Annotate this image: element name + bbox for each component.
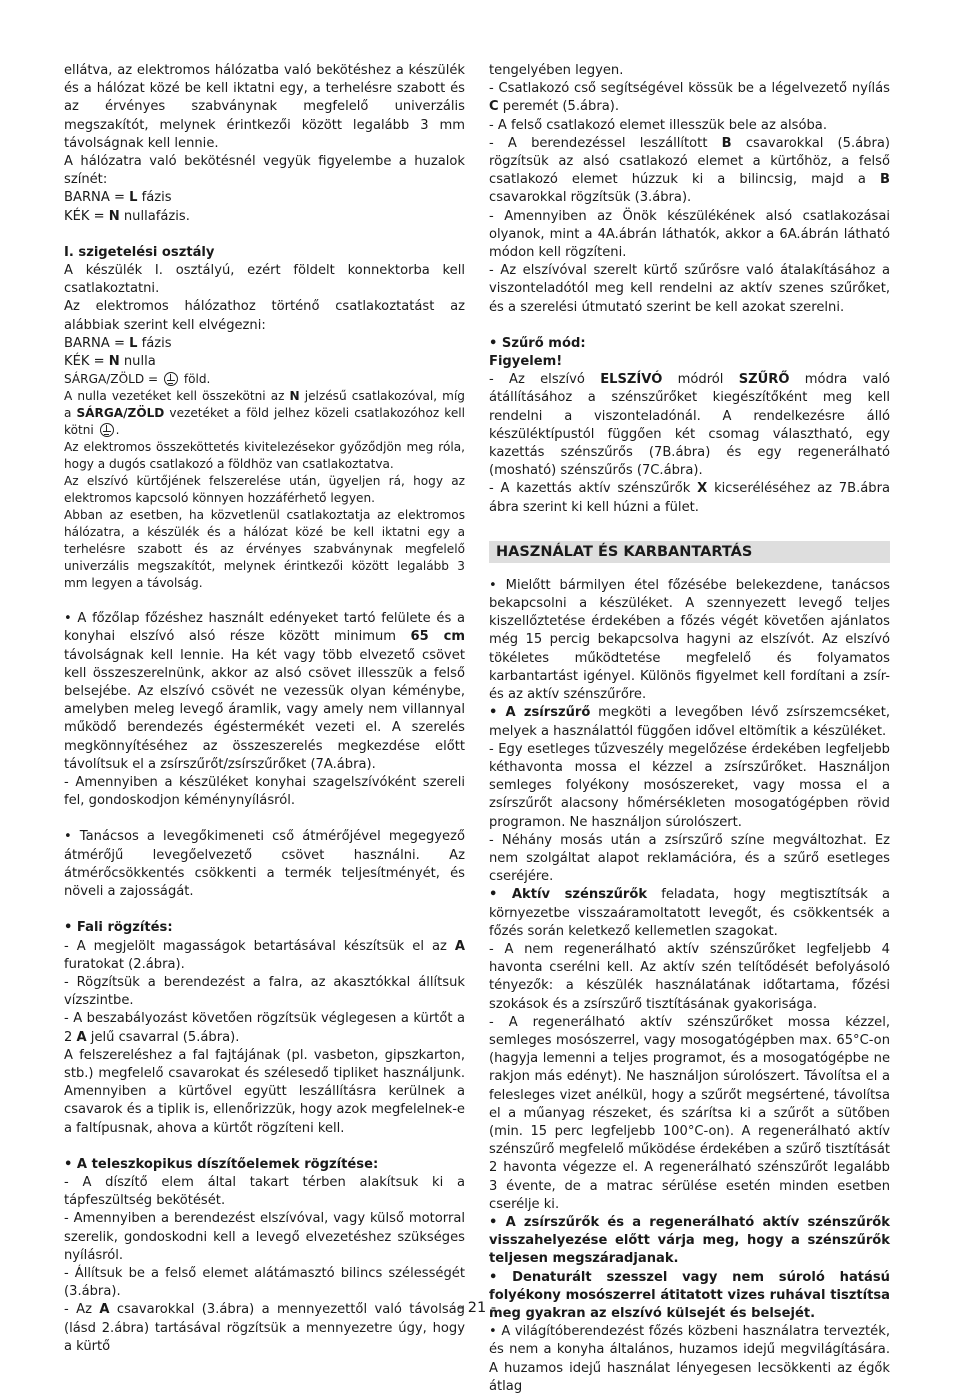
paragraph: - Amennyiben a készüléket konyhai szagelszívóként szereli fel, gondoskodjon kéménynyílásról. xyxy=(64,775,465,809)
paragraph: Az elektromos összeköttetés kivitelezésekor győződjön meg róla, hogy a dugós csatlakozó a földhöz van csatlakoztatva. xyxy=(64,440,465,472)
paragraph: - A felső csatlakozó elemet illesszük bele az alsóba. xyxy=(489,117,827,133)
paragraph: Az elektromos hálózathoz történő csatlakoztatást az alábbiak szerint kell elvégezni: xyxy=(64,299,465,333)
paragraph: A hálózatra való bekötésnél vegyük figyelembe a huzalok színét: xyxy=(64,154,465,188)
section-heading: • Szűrő mód: xyxy=(489,335,586,351)
paragraph: • A főzőlap főzéshez használt edényeket tartó felülete és a konyhai elszívó alsó része között minimum 65 cm távolságnak kell lennie. Ha két vagy több elvezető csövet kell összeszerelnünk, akkor az alsó csövet illesszük a felső belsejébe. Az elszívó csövét ne vezessük olyan kéménybe, amelyben meleg levegő áramlik, vagy amely nem villannyal működő berendezés égéstermékét vezeti el. A szerelés megkönnyítéséhez az összeszerelés megkezdése előtt távolítsuk el a zsírszűrőt/zsírszűrőket (7A.ábra). xyxy=(64,611,465,772)
paragraph: - Amennyiben a berendezést elszívóval, vagy külső motorral szerelik, gondoskodni kell a levegő elvezetéshez szükséges nyílásról. xyxy=(64,1211,465,1263)
paragraph: - A díszítő elem által takart térben alakítsuk ki a tápfeszültség bekötését. xyxy=(64,1174,465,1209)
paragraph: - A nem regenerálható aktív szénszűrőket legfeljebb 4 havonta cserélni kell. Az aktív szén telítődését befolyásoló tényezők: a készülék használatának időtartama, főzési szokások és a zsírszűrő tisztításának gyakorisága. xyxy=(489,941,890,1012)
paragraph: - A kazettás aktív szénszűrők X kicseréléséhez az 7B.ábra ábra szerint ki kell húzni a fület. xyxy=(489,481,890,515)
paragraph: - Egy esetleges tűzveszély megelőzése érdekében legfeljebb kéthavonta mossa el kézzel a zsírszűrőket. Használjon semleges folyékony mosószereket, vagy mossa el a zsírszűrőt alacsony hőmérsékleten mosogatógépben rövid programon. Ne használjon súrolószert. xyxy=(489,741,890,830)
right-column xyxy=(489,62,890,1396)
paragraph: - Amennyiben az Önök készülékének alsó csatlakozásai olyanok, mint a 4A.ábrán láthatók, akkor a 6A.ábrán látható módon kell rögzíteni. xyxy=(489,208,890,261)
ground-symbol-icon xyxy=(164,372,178,386)
page-number: - 21 - xyxy=(457,1300,497,1316)
paragraph: • Denaturált szesszel vagy nem súroló hatású folyékony mosószerrel átitatott vizes ruhával tisztítsa meg gyakran az elszívó külsejét és belsejét. xyxy=(489,1269,890,1321)
left-column xyxy=(64,62,465,1356)
paragraph: • Mielőtt bármilyen étel főzésébe belekezdene, tanácsos bekapcsolni a készüléket. A szennyezett levegő teljes kiszellőztetése érdekében a főzés végét követően ajánlatos még 15 percig bekapcsolva hagyni az elszívót. Az elszívó tökéletes működtetése megfelelő és folyamatos karbantartást igényel. Különös figyelmet kell fordítani a zsír- és az aktív szénszűrőre. xyxy=(489,577,890,703)
paragraph: - Az elszívó ELSZÍVÓ módról SZŰRŐ módra való átállításához a szénszűrőket kiegészítőként meg kell rendelni a viszonteladónál. A rendelkezésre álló készüléktípustól függően két csomag választható, egy kazettás szénszűrős (7B.ábra) és egy regenerálható (mosható) szénszűrős (7C.ábra). xyxy=(489,372,890,479)
section-title-bar: HASZNÁLAT ÉS KARBANTARTÁS xyxy=(489,541,890,563)
paragraph: • Tanácsos a levegőkimeneti cső átmérőjével megegyező átmérőjű levegőelvezető csövet használni. Az átmérőcsökkentés csökkenti a termék teljesítményét, és növeli a zajosságát. xyxy=(64,829,465,900)
paragraph: • A zsírszűrő megköti a levegőben lévő zsírszemcséket, melyek a használattól függően idővel eltömítik a készüléket. xyxy=(489,705,890,739)
wire-blue: KÉK = N nulla xyxy=(64,354,156,370)
paragraph: - Néhány mosás után a zsírszűrő színe megváltozhat. Ez nem szolgáltat alapot reklamációra, és a szűrő esetleges cseréjére. xyxy=(489,832,890,885)
warning-label: Figyelem! xyxy=(489,354,563,370)
paragraph: A felszereléshez a fal fajtájának (pl. vasbeton, gipszkarton, stb.) megfelelő csavarokat és szélesedő tipliket használjunk. Amennyiben a kürtővel együtt leszállításra kerülnek a csavarok és a tiplik is, ellenőrizzük, hogy azok megfelelnek-e a faltípusnak, ahova a kürtőt rögzíteni kell. xyxy=(64,1047,465,1136)
paragraph: • A zsírszűrők és a regenerálható aktív szénszűrők visszahelyezése előtt várja meg, hogy a szénszűrők teljesen megszáradjanak. xyxy=(489,1214,890,1267)
paragraph: A nulla vezetéket kell összekötni az N jelzésű csatlakozóval, míg a SÁRGA/ZÖLD vezetéket a föld jelhez közeli csatlakozóhoz kell kötni . xyxy=(64,389,465,438)
paragraph: - A berendezéssel leszállított B csavarokkal (5.ábra) rögzítsük az alsó csatlakozó elemet a kürtőhöz, a felső csatlakozó elemet húzzuk ki a bilincsig, majd a B csavarokkal rögzítsük (3.ábra). xyxy=(489,135,890,206)
section-heading: I. szigetelési osztály xyxy=(64,244,215,260)
paragraph: ellátva, az elektromos hálózatba való bekötéshez a készülék és a hálózat közé be kell iktatni egy, a terhelésre szabott és az érvényes szabványnak megfelelő univerzális megszakítót, melynek érintkezői között legalább 3 mm távolságnak kell lennie. xyxy=(64,63,465,151)
paragraph: - A regenerálható aktív szénszűrőket mossa kézzel, semleges mosószerrel, vagy mosogatógépben max. 65°C-on (hagyja lemenni a teljes programot, és a mosogatógépbe ne rakjon más edényt). Ne használjon súrolószert. Távolítsa el a felesleges vizet anélkül, hogy a szűrőt megsértené, távolítsa el a műanyag részeket, és szárítsa ki a szűrőt a sütőben (min. 15 perc legfeljebb 100°C-on). A regenerálható aktív szénszűrő megfelelő működése érdekében a szűrő tisztítását 2 havonta végezze el. A regenerálható szénszűrőt legalább 3 évente, de a matrac sérülése esetén minden esetben cserélje ki. xyxy=(489,1014,890,1212)
paragraph: - Csatlakozó cső segítségével kössük be a légelvezető nyílás C peremét (5.ábra). xyxy=(489,81,890,115)
wire-blue: KÉK = N nullafázis. xyxy=(64,208,190,224)
paragraph: - A megjelölt magasságok betartásával készítsük el az A furatokat (2.ábra). xyxy=(64,938,465,972)
paragraph: - Az elszívóval szerelt kürtő szűrősre való átalakításához a viszonteladótól meg kell rendelni az aktív szenes szűrőket, és a szerelési útmutató szerint be kell azokat szerelni. xyxy=(489,263,890,315)
paragraph: - Rögzítsük a berendezést a falra, az akasztókkal állítsuk vízszintbe. xyxy=(64,974,465,1009)
paragraph: • Aktív szénszűrők feladata, hogy megtisztítsák a környezetbe visszaáramoltatott levegőt, és csökkentsék a főzés során keletkező kellemetlen szagokat. xyxy=(489,887,891,939)
wire-brown: BARNA = L fázis xyxy=(64,190,172,206)
ground-symbol-icon xyxy=(100,423,114,437)
paragraph: Abban az esetben, ha közvetlenül csatlakoztatja az elektromos hálózatra, a készülék és a hálózat közé be kell iktatni egy a terhelésre szabott és az érvényes szabványnak megfelelő univerzális megszakítót, melynek érintkezői között legalább 3 mm legyen a távolság. xyxy=(64,508,465,591)
section-heading: • A teleszkopikus díszítőelemek rögzítése: xyxy=(64,1156,379,1172)
paragraph: - A beszabályozást követően rögzítsük véglegesen a kürtőt a 2 A jelű csavarral (5.ábra). xyxy=(64,1011,465,1045)
paragraph: tengelyében legyen. xyxy=(489,63,624,78)
wire-yellow-green: SÁRGA/ZÖLD = föld. xyxy=(64,372,211,387)
section-heading: • Fali rögzítés: xyxy=(64,920,173,936)
paragraph: - Állítsuk be a felső elemet alátámasztó bilincs szélességét (3.ábra). xyxy=(64,1265,465,1300)
paragraph: A készülék I. osztályú, ezért földelt konnektorba kell csatlakoztatni. xyxy=(64,263,465,297)
paragraph: Az elszívó kürtőjének felszerelése után, ügyeljen rá, hogy az elektromos kapcsoló könnyen hozzáférhető legyen. xyxy=(64,474,465,506)
paragraph: • A világítóberendezést főzés közbeni használatra tervezték, és nem a konyha általános, huzamos idejű megvilágítására. A huzamos idejű használat lényegesen lecsökkenti az égők átlag xyxy=(489,1324,890,1394)
wire-brown: BARNA = L fázis xyxy=(64,335,172,351)
paragraph: - Az A csavarokkal (3.ábra) a mennyezettől való távolság (lásd 2.ábra) tartásával rögzítsük a mennyezetre úgy, hogy a kürtő xyxy=(64,1302,465,1354)
